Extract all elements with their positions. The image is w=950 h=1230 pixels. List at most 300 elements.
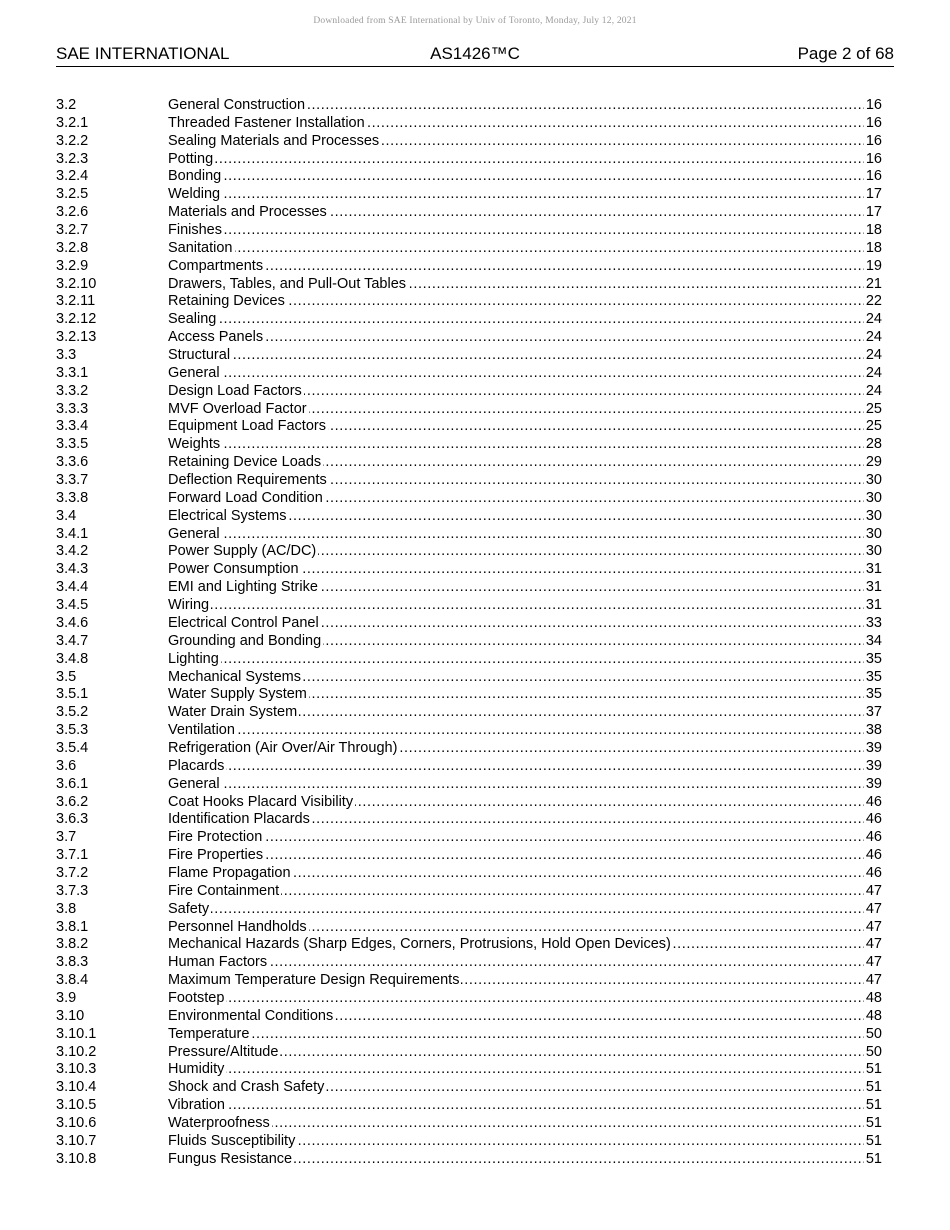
toc-section-title: Wiring: [168, 597, 210, 614]
toc-leader: [168, 669, 882, 687]
toc-page-number: 35: [865, 668, 882, 685]
toc-section-number: 3.4.2: [56, 543, 89, 560]
toc-section-number: 3.2.1: [56, 114, 89, 131]
toc-section-number: 3.2.7: [56, 222, 89, 239]
toc-page-number: 35: [865, 650, 882, 667]
toc-section-title: Identification Placards: [168, 811, 310, 828]
toc-leader: [168, 1151, 882, 1169]
toc-page-number: 38: [865, 722, 882, 739]
toc-leader: [168, 168, 882, 186]
toc-leader: [168, 115, 882, 133]
toc-section-number: 3.9: [56, 989, 77, 1006]
toc-section-number: 3.3.5: [56, 436, 89, 453]
toc-section-number: 3.6.1: [56, 775, 89, 792]
toc-entry[interactable]: [56, 1151, 882, 1169]
toc-page-number: 22: [865, 293, 882, 310]
toc-section-number: 3.2.10: [56, 275, 97, 292]
toc-section-title: MVF Overload Factor: [168, 400, 307, 417]
toc-leader: [168, 1026, 882, 1044]
toc-leader: [168, 240, 882, 258]
toc-leader: [168, 436, 882, 454]
toc-section-title: Equipment Load Factors: [168, 418, 326, 435]
toc-section-title: Weights: [168, 436, 221, 453]
toc-section-number: 3.5: [56, 668, 77, 685]
toc-page-number: 30: [865, 543, 882, 560]
toc-entry[interactable]: [56, 829, 882, 847]
toc-leader: [168, 418, 882, 436]
toc-section-title: Drawers, Tables, and Pull-Out Tables: [168, 275, 407, 292]
toc-entry[interactable]: [56, 401, 882, 419]
toc-page-number: 47: [865, 918, 882, 935]
toc-section-title: Electrical Systems: [168, 507, 287, 524]
toc-page-number: 16: [865, 132, 882, 149]
toc-entry[interactable]: [56, 651, 882, 669]
toc-page-number: 51: [865, 1132, 882, 1149]
toc-leader: [168, 454, 882, 472]
toc-leader: [168, 1008, 882, 1026]
toc-section-title: Ventilation: [168, 722, 235, 739]
toc-entry[interactable]: [56, 597, 882, 615]
toc-section-title: Threaded Fastener Installation: [168, 114, 365, 131]
toc-entry[interactable]: [56, 276, 882, 294]
toc-leader: [168, 847, 882, 865]
toc-section-number: 3.2.4: [56, 168, 89, 185]
toc-section-number: 3.3.8: [56, 489, 89, 506]
toc-section-number: 3.2.8: [56, 239, 89, 256]
toc-page-number: 31: [865, 597, 882, 614]
toc-section-number: 3.7.2: [56, 864, 89, 881]
toc-leader: [168, 686, 882, 704]
toc-section-number: 3.4.7: [56, 632, 89, 649]
toc-leader: [168, 990, 882, 1008]
toc-leader: [168, 276, 882, 294]
toc-page-number: 24: [865, 311, 882, 328]
toc-section-number: 3.3: [56, 347, 77, 364]
toc-leader: [168, 1097, 882, 1115]
toc-entry[interactable]: [56, 883, 882, 901]
toc-section-title: Design Load Factors: [168, 382, 302, 399]
toc-section-number: 3.4.5: [56, 597, 89, 614]
toc-page-number: 47: [865, 972, 882, 989]
toc-entry[interactable]: [56, 1079, 882, 1097]
toc-section-number: 3.4.8: [56, 650, 89, 667]
toc-page-number: 39: [865, 739, 882, 756]
toc-entry[interactable]: [56, 472, 882, 490]
toc-section-title: General: [168, 775, 220, 792]
toc-entry[interactable]: [56, 936, 882, 954]
toc-section-title: EMI and Lighting Strike: [168, 579, 318, 596]
toc-section-title: Temperature: [168, 1025, 250, 1042]
toc-leader: [168, 776, 882, 794]
toc-section-number: 3.6.2: [56, 793, 89, 810]
toc-entry[interactable]: [56, 1115, 882, 1133]
toc-section-number: 3.3.7: [56, 472, 89, 489]
toc-leader: [168, 472, 882, 490]
toc-page-number: 51: [865, 1061, 882, 1078]
toc-page-number: 46: [865, 829, 882, 846]
toc-page-number: 24: [865, 329, 882, 346]
toc-leader: [168, 383, 882, 401]
toc-entry[interactable]: [56, 258, 882, 276]
toc-leader: [168, 204, 882, 222]
toc-section-title: Fire Protection: [168, 829, 263, 846]
download-watermark: Downloaded from SAE International by Univ of Toronto, Monday, July 12, 2021: [313, 16, 637, 26]
toc-leader: [168, 1133, 882, 1151]
toc-leader: [168, 365, 882, 383]
toc-section-number: 3.5.3: [56, 722, 89, 739]
toc-section-number: 3.3.3: [56, 400, 89, 417]
toc-entry[interactable]: [56, 1061, 882, 1079]
toc-leader: [168, 401, 882, 419]
toc-leader: [168, 186, 882, 204]
toc-section-number: 3.3.2: [56, 382, 89, 399]
toc-section-title: Flame Propagation: [168, 864, 291, 881]
toc-page-number: 51: [865, 1097, 882, 1114]
document-number: AS1426™C: [430, 44, 520, 63]
toc-section-title: Footstep: [168, 989, 225, 1006]
toc-leader: [168, 794, 882, 812]
toc-entry[interactable]: [56, 704, 882, 722]
toc-page-number: 28: [865, 436, 882, 453]
toc-entry[interactable]: [56, 686, 882, 704]
toc-section-title: Personnel Handholds: [168, 918, 307, 935]
toc-leader: [168, 829, 882, 847]
toc-leader: [168, 1044, 882, 1062]
toc-page-number: 39: [865, 775, 882, 792]
toc-section-title: Materials and Processes: [168, 204, 327, 221]
toc-entry[interactable]: [56, 865, 882, 883]
toc-leader: [168, 633, 882, 651]
toc-leader: [168, 972, 882, 990]
toc-entry[interactable]: [56, 97, 882, 115]
toc-section-title: Mechanical Systems: [168, 668, 301, 685]
toc-section-title: Fire Properties: [168, 847, 264, 864]
toc-section-title: Compartments: [168, 257, 264, 274]
toc-leader: [168, 597, 882, 615]
toc-page-number: 25: [865, 400, 882, 417]
toc-section-number: 3.2.9: [56, 257, 89, 274]
toc-entry[interactable]: [56, 740, 882, 758]
toc-section-number: 3.7: [56, 829, 77, 846]
toc-entry[interactable]: [56, 329, 882, 347]
toc-page-number: 16: [865, 114, 882, 131]
toc-section-number: 3.4.1: [56, 525, 89, 542]
toc-page-number: 25: [865, 418, 882, 435]
toc-section-title: Environmental Conditions: [168, 1007, 334, 1024]
toc-section-title: Fungus Resistance: [168, 1150, 293, 1167]
toc-section-number: 3.7.1: [56, 847, 89, 864]
toc-section-title: Retaining Devices: [168, 293, 285, 310]
toc-section-title: Structural: [168, 347, 231, 364]
toc-section-title: Fluids Susceptibility: [168, 1132, 296, 1149]
toc-section-title: Safety: [168, 900, 210, 917]
toc-leader: [168, 1115, 882, 1133]
toc-section-number: 3.10: [56, 1007, 85, 1024]
toc-page-number: 17: [865, 204, 882, 221]
toc-entry[interactable]: [56, 669, 882, 687]
toc-leader: [168, 561, 882, 579]
toc-page-number: 46: [865, 847, 882, 864]
toc-page-number: 16: [865, 97, 882, 113]
toc-entry[interactable]: [56, 293, 882, 311]
toc-section-title: Shock and Crash Safety: [168, 1079, 325, 1096]
toc-section-title: Welding: [168, 186, 221, 203]
toc-section-number: 3.10.5: [56, 1097, 97, 1114]
toc-leader: [168, 811, 882, 829]
toc-entry[interactable]: [56, 1133, 882, 1151]
toc-section-title: Sealing Materials and Processes: [168, 132, 380, 149]
toc-page-number: 48: [865, 989, 882, 1006]
toc-leader: [168, 526, 882, 544]
toc-page-number: 47: [865, 954, 882, 971]
toc-entry[interactable]: [56, 222, 882, 240]
toc-leader: [168, 133, 882, 151]
toc-leader: [168, 258, 882, 276]
toc-page-number: 34: [865, 632, 882, 649]
toc-entry[interactable]: [56, 418, 882, 436]
toc-section-number: 3.5.4: [56, 739, 89, 756]
toc-entry[interactable]: [56, 347, 882, 365]
toc-entry[interactable]: [56, 436, 882, 454]
toc-section-title: Lighting: [168, 650, 219, 667]
toc-leader: [168, 151, 882, 169]
toc-entry[interactable]: [56, 615, 882, 633]
toc-section-title: Sealing: [168, 311, 217, 328]
toc-entry[interactable]: [56, 133, 882, 151]
toc-section-title: Power Consumption: [168, 561, 299, 578]
toc-section-number: 3.6.3: [56, 811, 89, 828]
toc-entry[interactable]: [56, 454, 882, 472]
toc-page-number: 30: [865, 507, 882, 524]
toc-leader: [168, 883, 882, 901]
toc-section-title: Water Drain System: [168, 704, 298, 721]
toc-entry[interactable]: [56, 561, 882, 579]
toc-leader: [168, 222, 882, 240]
toc-leader: [168, 579, 882, 597]
toc-section-title: Power Supply (AC/DC): [168, 543, 317, 560]
toc-leader: [168, 508, 882, 526]
toc-section-number: 3.5.2: [56, 704, 89, 721]
toc-leader: [168, 311, 882, 329]
toc-page-number: 46: [865, 793, 882, 810]
toc-page-number: 50: [865, 1025, 882, 1042]
toc-entry[interactable]: [56, 847, 882, 865]
toc-entry[interactable]: [56, 1008, 882, 1026]
toc-section-title: General: [168, 525, 220, 542]
toc-section-title: Maximum Temperature Design Requirements: [168, 972, 460, 989]
toc-entry[interactable]: [56, 526, 882, 544]
toc-entry[interactable]: [56, 168, 882, 186]
toc-entry[interactable]: [56, 954, 882, 972]
toc-section-number: 3.4.6: [56, 614, 89, 631]
toc-leader: [168, 347, 882, 365]
toc-section-number: 3.8.4: [56, 972, 89, 989]
table-of-contents: [56, 97, 882, 1169]
toc-page-number: 48: [865, 1007, 882, 1024]
toc-section-title: Humidity: [168, 1061, 225, 1078]
toc-section-title: Grounding and Bonding: [168, 632, 322, 649]
toc-section-number: 3.10.7: [56, 1132, 97, 1149]
toc-page-number: 19: [865, 257, 882, 274]
toc-leader: [168, 1079, 882, 1097]
toc-page-number: 30: [865, 472, 882, 489]
toc-page-number: 31: [865, 561, 882, 578]
toc-page-number: 16: [865, 150, 882, 167]
toc-entry[interactable]: [56, 151, 882, 169]
toc-section-number: 3.2.3: [56, 150, 89, 167]
toc-page-number: 47: [865, 936, 882, 953]
toc-page-number: 51: [865, 1079, 882, 1096]
toc-entry[interactable]: [56, 901, 882, 919]
toc-section-number: 3.8.1: [56, 918, 89, 935]
toc-page-number: 37: [865, 704, 882, 721]
toc-entry[interactable]: [56, 919, 882, 937]
toc-page-number: 50: [865, 1043, 882, 1060]
toc-entry[interactable]: [56, 633, 882, 651]
toc-section-number: 3.10.4: [56, 1079, 97, 1096]
toc-entry[interactable]: [56, 1026, 882, 1044]
toc-entry[interactable]: [56, 776, 882, 794]
toc-section-number: 3.4: [56, 507, 77, 524]
toc-section-number: 3.4.4: [56, 579, 89, 596]
toc-section-number: 3.4.3: [56, 561, 89, 578]
toc-leader: [168, 293, 882, 311]
toc-page-number: 16: [865, 168, 882, 185]
toc-section-title: Forward Load Condition: [168, 489, 323, 506]
toc-section-title: Finishes: [168, 222, 222, 239]
toc-leader: [168, 329, 882, 347]
toc-leader: [168, 936, 882, 954]
toc-section-number: 3.2.6: [56, 204, 89, 221]
toc-section-number: 3.3.1: [56, 364, 89, 381]
toc-entry[interactable]: [56, 204, 882, 222]
toc-entry[interactable]: [56, 811, 882, 829]
toc-section-title: Mechanical Hazards (Sharp Edges, Corners, Protrusions, Hold Open Devices): [168, 936, 671, 953]
toc-entry[interactable]: [56, 365, 882, 383]
toc-section-number: 3.10.2: [56, 1043, 97, 1060]
toc-page-number: 24: [865, 364, 882, 381]
toc-leader: [168, 651, 882, 669]
toc-section-title: Electrical Control Panel: [168, 614, 319, 631]
toc-page-number: 46: [865, 811, 882, 828]
toc-leader: [168, 758, 882, 776]
toc-page-number: 31: [865, 579, 882, 596]
toc-entry[interactable]: [56, 990, 882, 1008]
toc-section-number: 3.2.13: [56, 329, 97, 346]
toc-section-title: Access Panels: [168, 329, 264, 346]
toc-entry[interactable]: [56, 186, 882, 204]
toc-leader: [168, 704, 882, 722]
toc-section-number: 3.8.3: [56, 954, 89, 971]
toc-page-number: 21: [865, 275, 882, 292]
toc-page-number: 35: [865, 686, 882, 703]
toc-leader: [168, 722, 882, 740]
toc-section-number: 3.8: [56, 900, 77, 917]
toc-section-title: Waterproofness: [168, 1114, 270, 1131]
toc-entry[interactable]: [56, 722, 882, 740]
toc-section-title: Refrigeration (Air Over/Air Through): [168, 739, 398, 756]
toc-entry[interactable]: [56, 490, 882, 508]
toc-page-number: 30: [865, 525, 882, 542]
toc-entry[interactable]: [56, 579, 882, 597]
toc-section-title: Placards: [168, 757, 225, 774]
toc-entry[interactable]: [56, 1044, 882, 1062]
toc-leader: [168, 919, 882, 937]
toc-section-title: Retaining Device Loads: [168, 454, 322, 471]
toc-leader: [168, 865, 882, 883]
toc-leader: [168, 490, 882, 508]
toc-page-number: 18: [865, 222, 882, 239]
toc-section-title: General: [168, 364, 220, 381]
toc-section-title: Vibration: [168, 1097, 225, 1114]
toc-section-title: Human Factors: [168, 954, 268, 971]
toc-entry[interactable]: [56, 794, 882, 812]
toc-leader: [168, 740, 882, 758]
toc-section-title: General Construction: [168, 97, 306, 113]
toc-section-number: 3.3.4: [56, 418, 89, 435]
toc-section-number: 3.2.5: [56, 186, 89, 203]
toc-section-number: 3.3.6: [56, 454, 89, 471]
toc-entry[interactable]: [56, 383, 882, 401]
toc-section-number: 3.2.12: [56, 311, 97, 328]
toc-entry[interactable]: [56, 1097, 882, 1115]
toc-page-number: 24: [865, 382, 882, 399]
toc-leader: [168, 954, 882, 972]
publisher-name: SAE INTERNATIONAL: [56, 44, 230, 63]
toc-section-number: 3.2.11: [56, 293, 96, 310]
toc-page-number: 17: [865, 186, 882, 203]
toc-entry[interactable]: [56, 240, 882, 258]
toc-page-number: 33: [865, 614, 882, 631]
toc-entry[interactable]: [56, 543, 882, 561]
toc-page-number: 29: [865, 454, 882, 471]
toc-leader: [168, 97, 882, 115]
toc-leader: [168, 543, 882, 561]
toc-page-number: 39: [865, 757, 882, 774]
toc-section-title: Coat Hooks Placard Visibility: [168, 793, 354, 810]
page-header: [56, 44, 894, 67]
toc-leader: [168, 1061, 882, 1079]
toc-page-number: 24: [865, 347, 882, 364]
toc-section-number: 3.10.6: [56, 1114, 97, 1131]
toc-section-number: 3.2: [56, 97, 77, 113]
toc-entry[interactable]: [56, 508, 882, 526]
toc-section-title: Water Supply System: [168, 686, 307, 703]
toc-page-number: 47: [865, 900, 882, 917]
toc-section-title: Pressure/Altitude: [168, 1043, 279, 1060]
toc-section-number: 3.7.3: [56, 882, 89, 899]
toc-page-number: 30: [865, 489, 882, 506]
toc-leader: [168, 901, 882, 919]
toc-leader: [168, 615, 882, 633]
toc-page-number: 51: [865, 1114, 882, 1131]
toc-section-number: 3.8.2: [56, 936, 89, 953]
toc-entry[interactable]: [56, 115, 882, 133]
toc-section-title: Bonding: [168, 168, 222, 185]
toc-page-number: 47: [865, 882, 882, 899]
toc-section-number: 3.10.3: [56, 1061, 97, 1078]
toc-entry[interactable]: [56, 972, 882, 990]
toc-page-number: 46: [865, 864, 882, 881]
toc-section-title: Fire Containment: [168, 882, 280, 899]
toc-section-number: 3.6: [56, 757, 77, 774]
toc-entry[interactable]: [56, 758, 882, 776]
toc-entry[interactable]: [56, 311, 882, 329]
toc-page-number: 51: [865, 1150, 882, 1167]
toc-section-title: Potting: [168, 150, 214, 167]
toc-section-title: Sanitation: [168, 239, 233, 256]
toc-section-number: 3.2.2: [56, 132, 89, 149]
